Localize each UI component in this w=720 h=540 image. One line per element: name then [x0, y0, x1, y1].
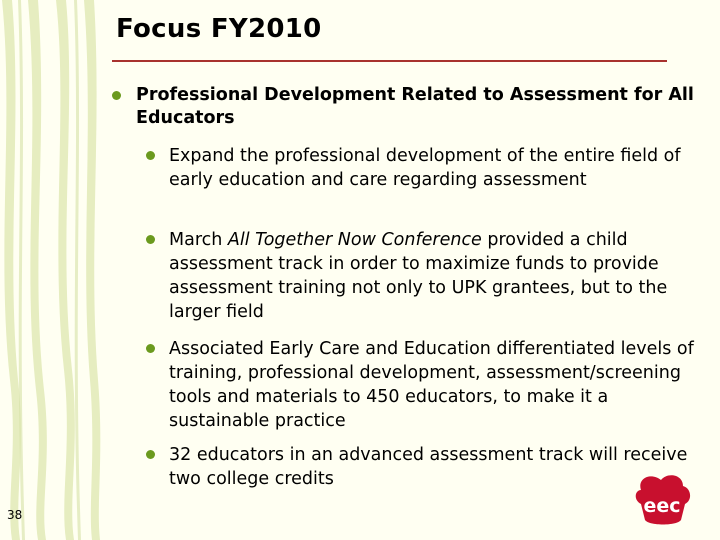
sub-bullet-2-rest: provided a child assessment track in order to maximize funds to provide assessment training not only to UPK grantees, but to the larger field [169, 230, 668, 322]
sub-bullet-3: Associated Early Care and Education differentiated levels of training, professional development, assessment/screening tools and materials to 450 educators, to make it a sustainable practice [169, 339, 694, 431]
title-underline [112, 60, 667, 62]
page-number: 38 [7, 508, 23, 522]
main-bullet-text: Professional Development Related to Assessment for All Educators [136, 85, 694, 128]
sub-bullet-1: Expand the professional development of the entire field of early education and care regarding assessment [169, 146, 681, 190]
bullet-dot-2 [146, 235, 155, 244]
slide-title: Focus FY2010 [116, 14, 322, 44]
sub-bullet-2-start: March [169, 230, 228, 250]
eec-logo [633, 470, 695, 530]
bullet-dot-4 [146, 450, 155, 459]
sub-bullet-4: 32 educators in an advanced assessment track will receive two college credits [169, 445, 688, 489]
decorative-stripes [0, 0, 108, 540]
bullet-dot-3 [146, 344, 155, 353]
sub-bullet-2 [169, 228, 709, 324]
svg-text:eec: eec [643, 495, 681, 517]
conference-name: All Together Now Conference [227, 230, 482, 250]
bullet-dot-main [112, 91, 121, 100]
bullet-dot-1 [146, 151, 155, 160]
